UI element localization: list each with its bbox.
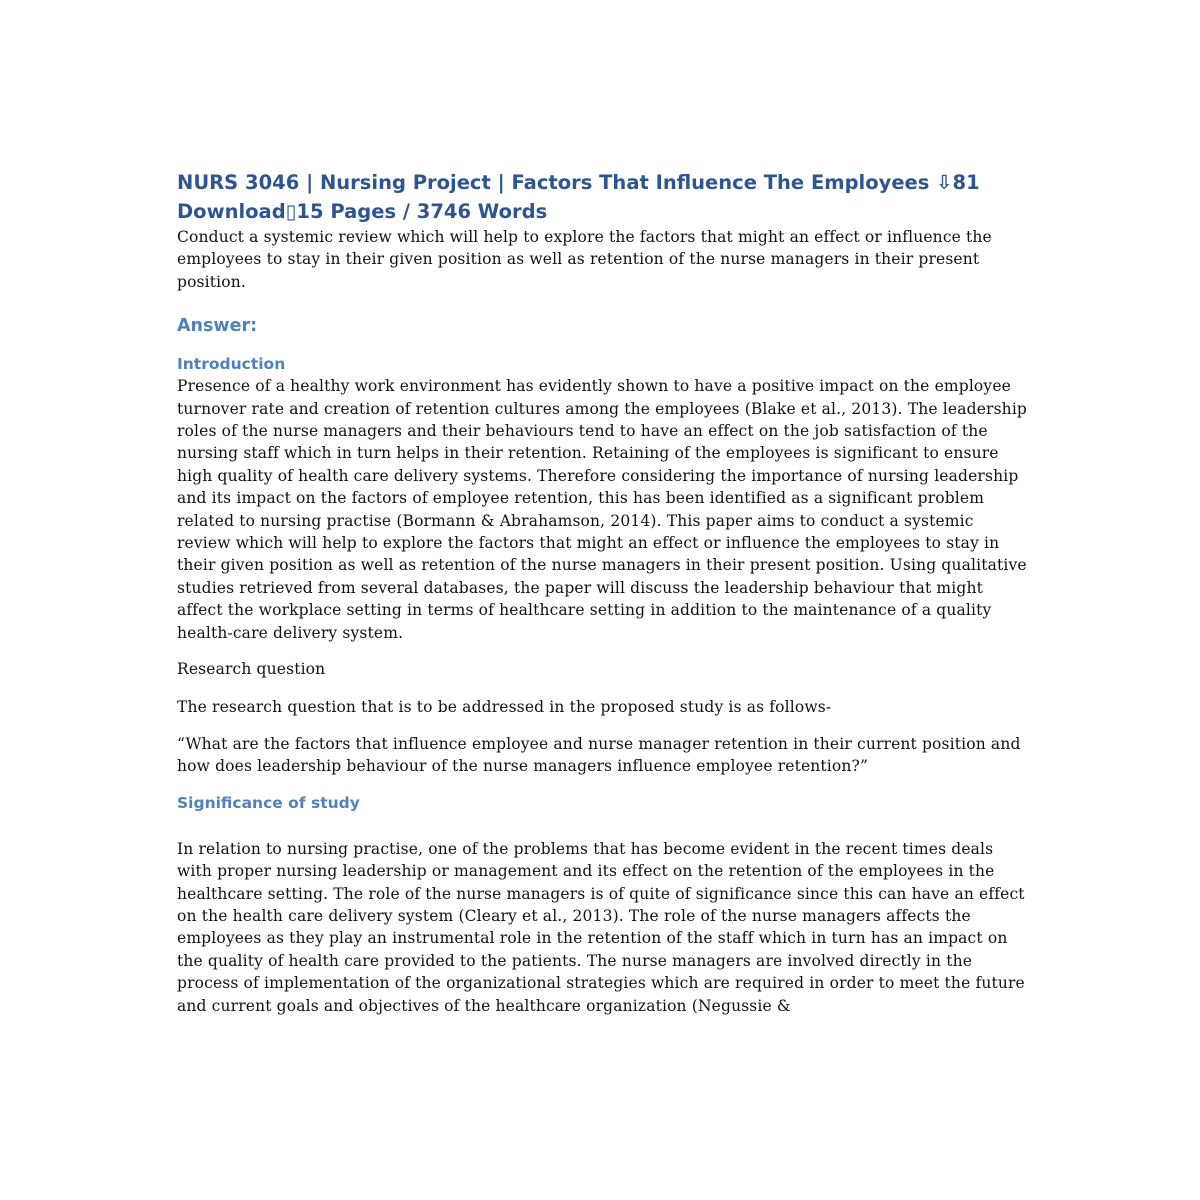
research-question-quote: “What are the factors that influence employee and nurse manager retention in their current position and how does leadership behaviour of the nurse managers influence employee retention?” [177,734,1021,776]
introduction-paragraph: Presence of a healthy work environment has evidently shown to have a positive impact on the employee turnover rate and creation of retention cultures among the employees (Blake et al., 2013). The leadership roles of the nurse managers and their behaviours tend to have an effect on the job satisfaction of the nursing staff which in turn helps in their retention. Retaining of the employees is significant to ensure high quality of health care delivery systems. Therefore considering the importance of nursing leadership and its impact on the factors of employee retention, this has been identified as a significant problem related to nursing practise (Bormann & Abrahamson, 2014). This paper aims to conduct a systemic review which will help to explore the factors that might an effect or influence the employees to stay in their given position as well as retention of the nurse managers in their present position. Using qualitative studies retrieved from several databases, the paper will discuss the leadership behaviour that might affect the workplace setting in terms of healthcare setting in addition to the maintenance of a quality health-care delivery system. [177,377,1027,642]
significance-heading: Significance of study [177,793,360,812]
document-title-line-1: NURS 3046 | Nursing Project | Factors That Influence The Employees ⇩81 [177,171,980,194]
document-title-line-2: Download▯15 Pages / 3746 Words [177,200,548,223]
significance-paragraph: In relation to nursing practise, one of the problems that has become evident in the recent times deals with proper nursing leadership or management and its effect on the retention of the employees in the healthcare setting. The role of the nurse managers is of quite of significance since this can have an effect on the health care delivery system (Cleary et al., 2013). The role of the nurse managers affects the employees as they play an instrumental role in the retention of the staff which in turn has an impact on the quality of health care provided to the patients. The nurse managers are involved directly in the process of implementation of the organizational strategies which are required in order to meet the future and current goals and objectives of the healthcare organization (Negussie & [177,839,1025,1015]
research-question-label: Research question [177,660,326,679]
document-page [177,168,1027,1017]
research-question-intro: The research question that is to be addressed in the proposed study is as follows- [177,697,832,716]
assignment-prompt: Conduct a systemic review which will help to explore the factors that might an effect or influence the employees to stay in their given position as well as retention of the nurse managers in their present position. [177,228,992,291]
introduction-heading: Introduction [177,355,286,374]
answer-heading: Answer: [177,316,258,337]
